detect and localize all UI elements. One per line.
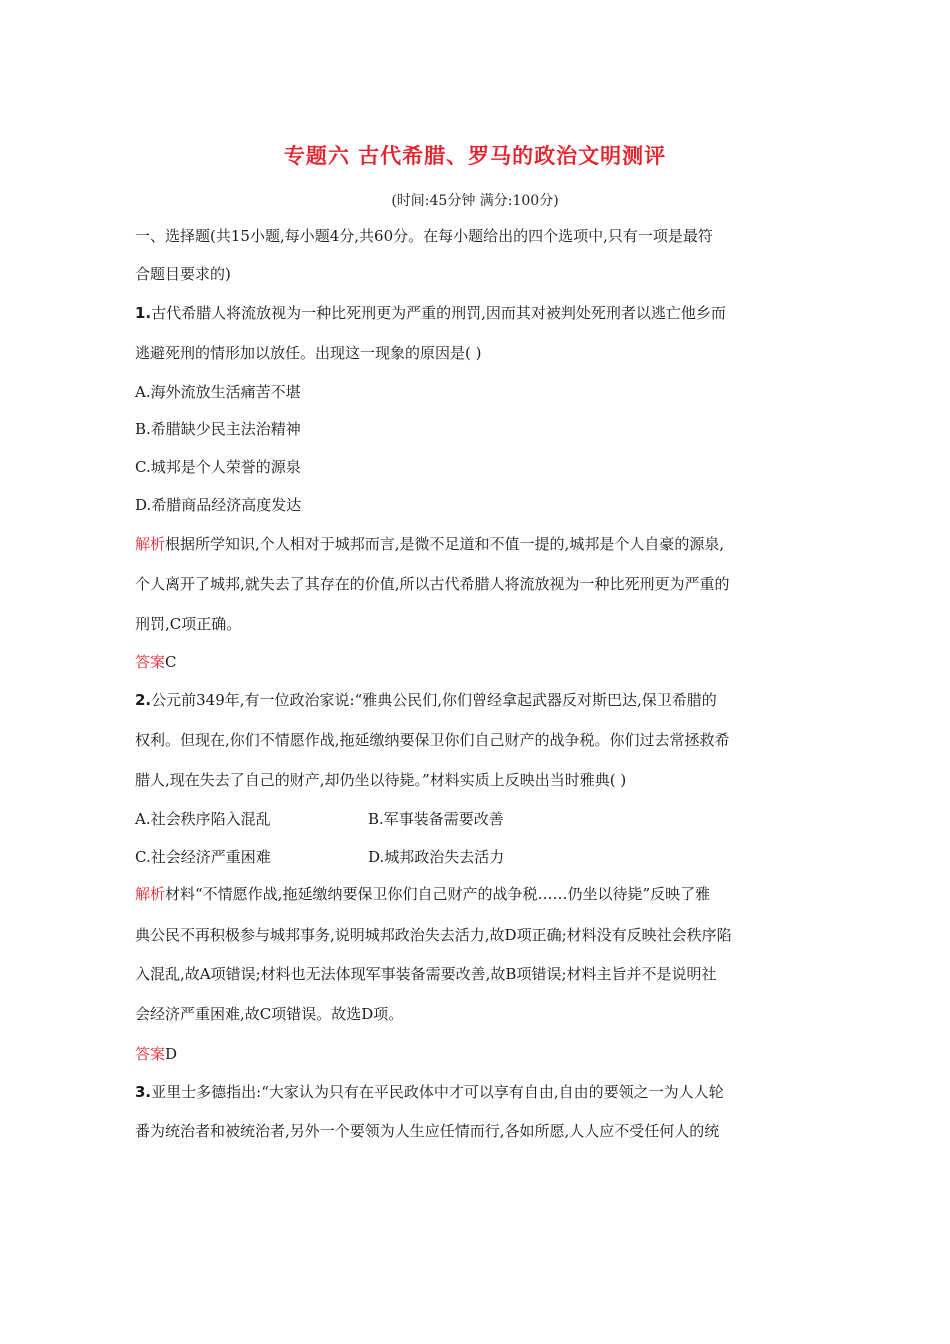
option-b: B.军事装备需要改善 <box>368 810 504 828</box>
analysis-2-cont: 会经济严重困难,故C项错误。故选D项。 <box>135 1005 404 1023</box>
section-heading-line: 合题目要求的) <box>135 265 231 283</box>
option-a: A.社会秩序陷入混乱 <box>135 810 271 828</box>
question-2-stem-cont: 腊人,现在失去了自己的财产,却仍坐以待毙。”材料实质上反映出当时雅典( ) <box>135 771 627 789</box>
question-3-stem-cont: 番为统治者和被统治者,另外一个要领为人生应任情而行,各如所愿,人人应不受任何人的统 <box>135 1122 720 1140</box>
analysis-1-cont: 个人离开了城邦,就失去了其存在的价值,所以古代希腊人将流放视为一种比死刑更为严重的 <box>135 575 730 593</box>
option-a: A.海外流放生活痛苦不堪 <box>135 383 301 401</box>
option-d: D.希腊商品经济高度发达 <box>135 496 302 514</box>
analysis-1 <box>135 534 724 554</box>
question-text: 古代希腊人将流放视为一种比死刑更为严重的刑罚,因而其对被判处死刑者以逃亡他乡而 <box>151 304 726 322</box>
question-number: 3. <box>135 1083 152 1101</box>
answer-value: C <box>165 653 177 671</box>
answer-value: D <box>165 1045 178 1063</box>
analysis-1-cont: 刑罚,C项正确。 <box>135 615 242 633</box>
page-title: 专题六 古代希腊、罗马的政治文明测评 <box>283 144 667 168</box>
question-number: 2. <box>135 691 152 709</box>
answer-label: 答案 <box>135 653 166 671</box>
answer-label: 答案 <box>135 1045 166 1063</box>
options-row <box>135 809 835 829</box>
analysis-2 <box>135 884 710 904</box>
analysis-2-cont: 典公民不再积极参与城邦事务,说明城邦政治失去活力,故D项正确;材料没有反映社会秩序陷 <box>135 926 732 944</box>
option-c: C.城邦是个人荣誉的源泉 <box>135 458 301 476</box>
question-2-stem-cont: 权利。但现在,你们不情愿作战,拖延缴纳要保卫你们自己财产的战争税。你们过去常拯救希 <box>135 731 730 749</box>
question-1-stem <box>135 303 726 323</box>
exam-time-score: (时间:45分钟 满分:100分) <box>391 193 559 209</box>
analysis-text: 材料“不情愿作战,拖延缴纳要保卫你们自己财产的战争税……仍坐以待毙”反映了雅 <box>165 885 711 903</box>
answer-2 <box>135 1044 177 1064</box>
analysis-label: 解析 <box>135 535 166 553</box>
question-3-stem <box>135 1082 724 1102</box>
analysis-label: 解析 <box>135 885 166 903</box>
question-text: 公元前349年,有一位政治家说:“雅典公民们,你们曾经拿起武器反对斯巴达,保卫希腊的 <box>151 691 717 709</box>
option-d: D.城邦政治失去活力 <box>368 848 505 866</box>
analysis-text: 根据所学知识,个人相对于城邦而言,是微不足道和不值一提的,城邦是个人自豪的源泉, <box>165 535 725 553</box>
question-1-stem-cont: 逃避死刑的情形加以放任。出现这一现象的原因是( ) <box>135 344 482 362</box>
analysis-2-cont: 入混乱,故A项错误;材料也无法体现军事装备需要改善,故B项错误;材料主旨并不是说明社 <box>135 965 717 983</box>
question-number: 1. <box>135 304 152 322</box>
answer-1 <box>135 652 177 672</box>
question-text: 亚里士多德指出:“大家认为只有在平民政体中才可以享有自由,自由的要领之一为人人轮 <box>151 1083 724 1101</box>
section-heading-line: 一、选择题(共15小题,每小题4分,共60分。在每小题给出的四个选项中,只有一项是最符 <box>135 227 713 245</box>
question-2-stem <box>135 690 717 710</box>
option-c: C.社会经济严重困难 <box>135 848 271 866</box>
options-row <box>135 847 835 867</box>
option-b: B.希腊缺少民主法治精神 <box>135 420 301 438</box>
